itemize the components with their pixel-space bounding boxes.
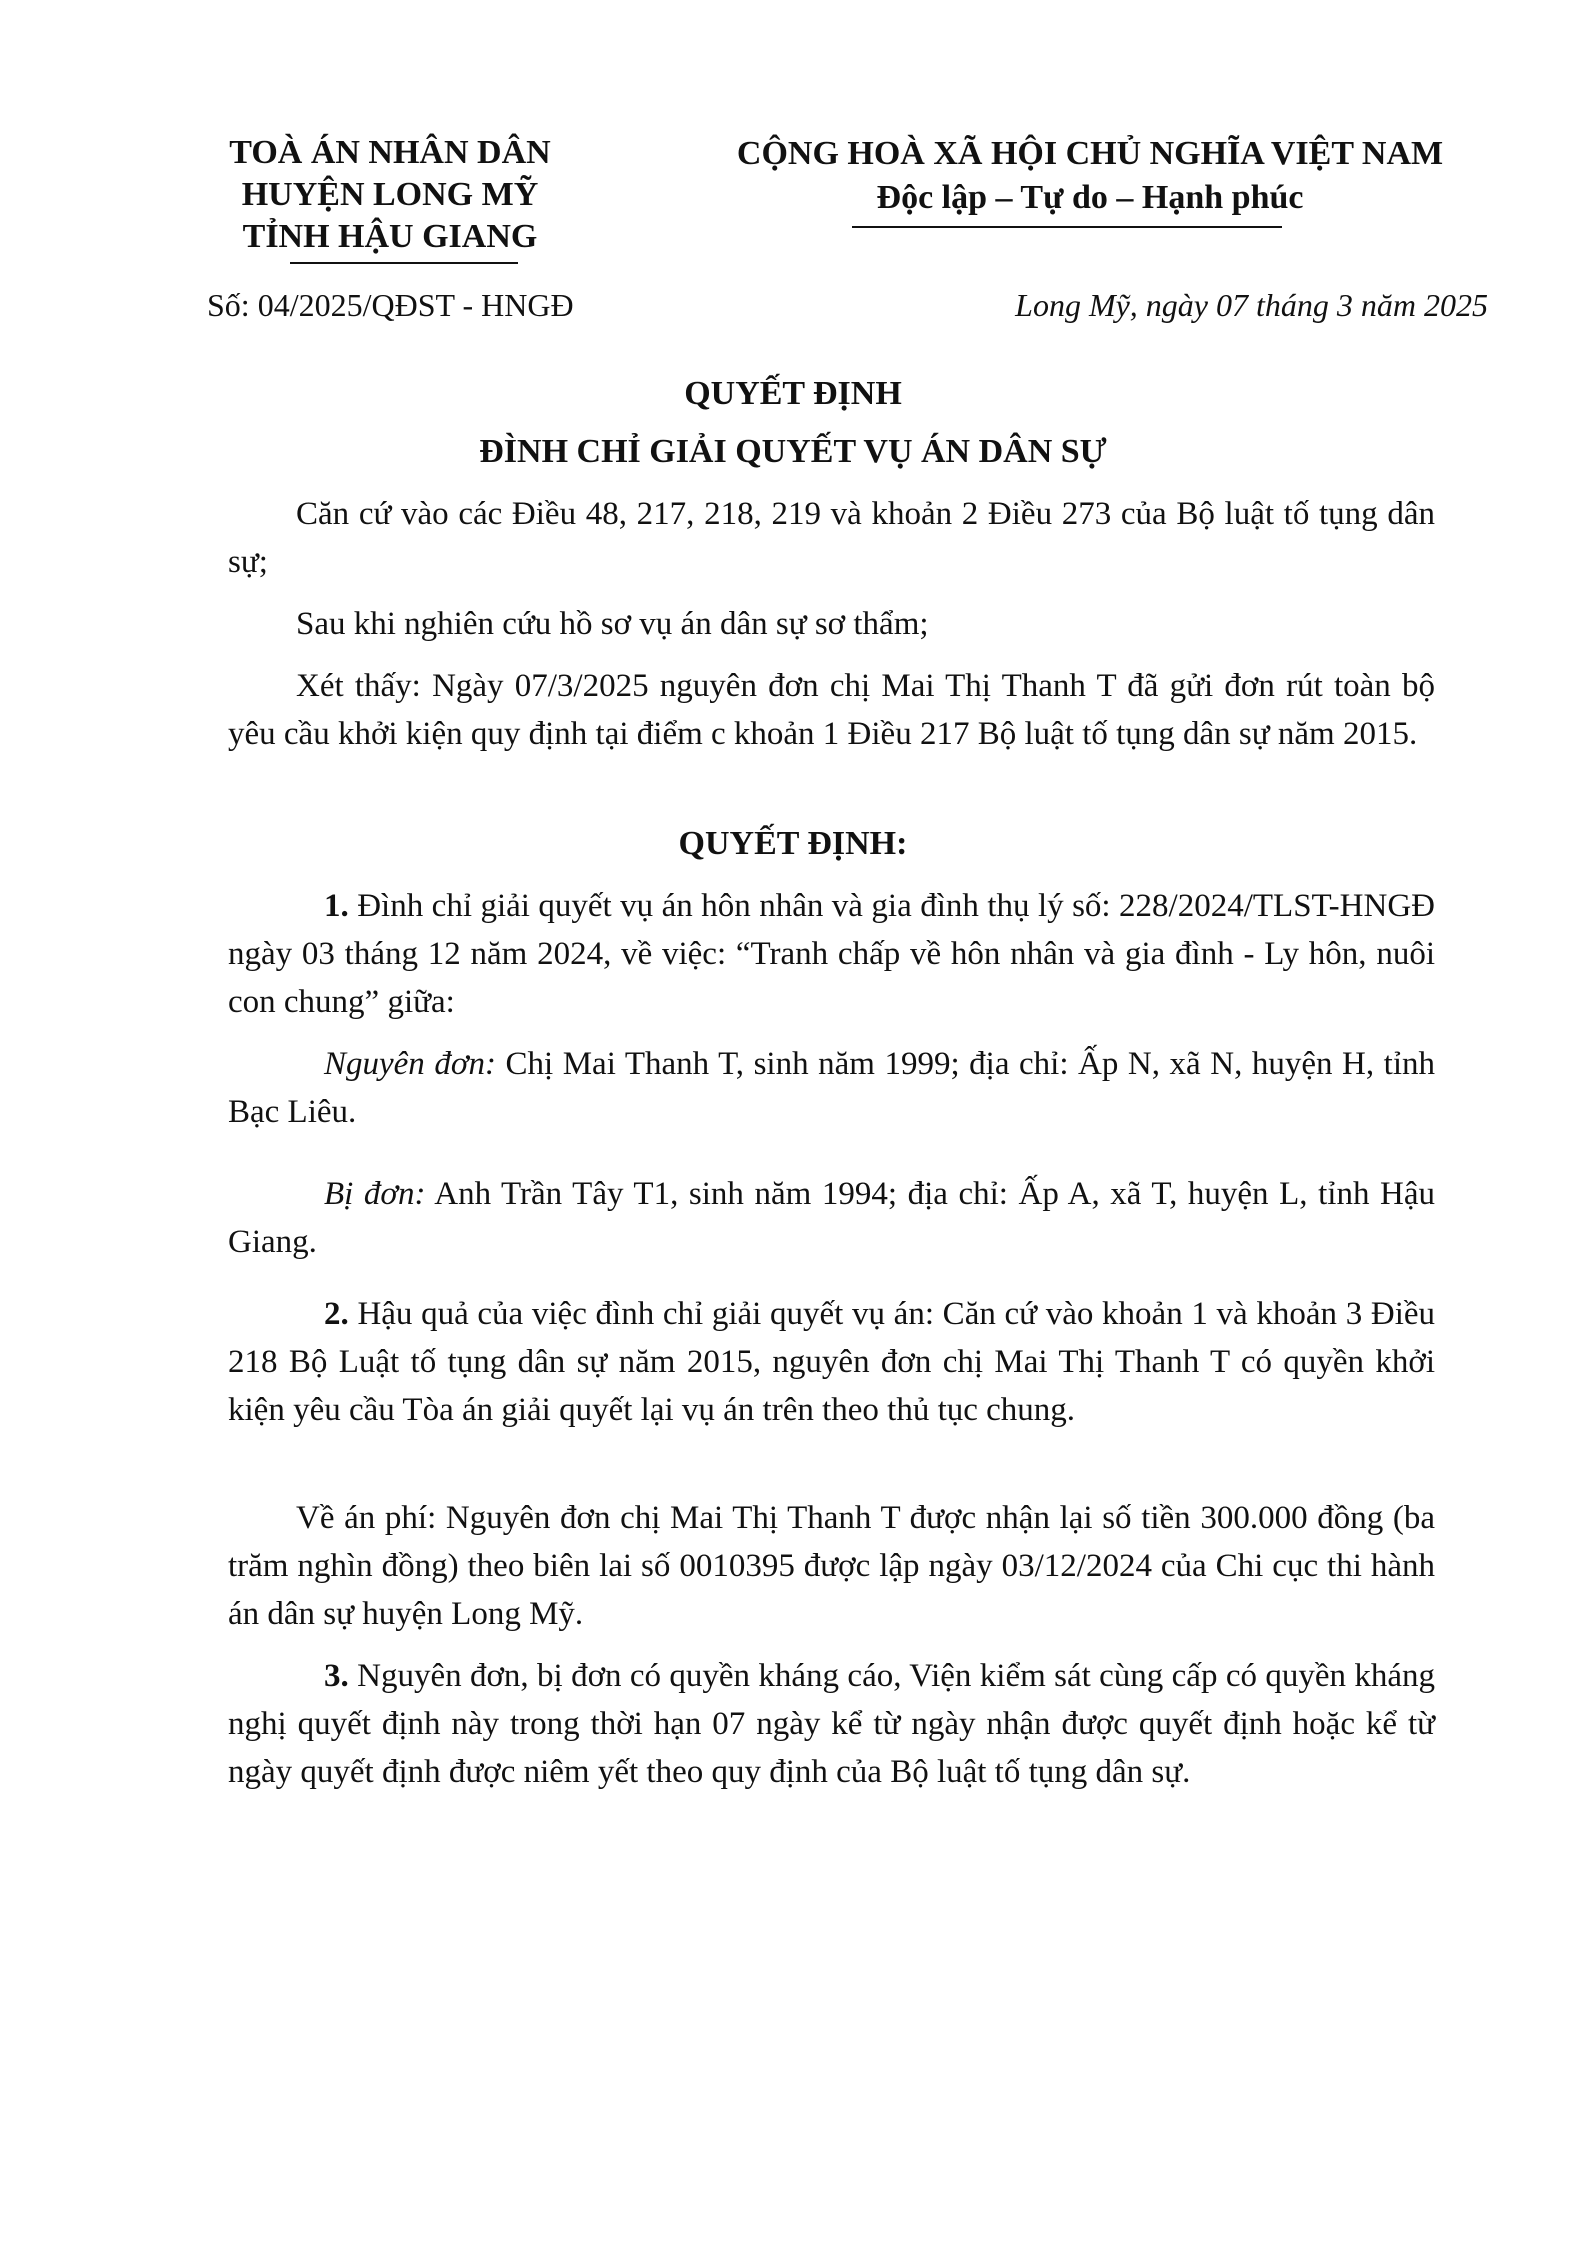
plaintiff-details: Chị Mai Thanh T, sinh năm 1999; địa chỉ: Ấp N, xã N, huyện H, tỉnh Bạc Liêu. — [228, 1046, 1436, 1130]
decision-item-3 — [228, 1652, 1435, 1796]
preamble-findings: Xét thấy: Ngày 07/3/2025 nguyên đơn chị Mai Thị Thanh T đã gửi đơn rút toàn bộ yêu cầu khởi kiện quy định tại điểm c khoản 1 Điều 217 Bộ luật tố tụng dân sự năm 2015. — [228, 668, 1435, 752]
document-subtitle: ĐÌNH CHỈ GIẢI QUYẾT VỤ ÁN DÂN SỰ — [479, 433, 1107, 470]
document-number: Số: 04/2025/QĐST - HNGĐ — [207, 287, 574, 323]
national-motto-block — [700, 132, 1480, 220]
preamble-legal-basis: Căn cứ vào các Điều 48, 217, 218, 219 và khoản 2 Điều 273 của Bộ luật tố tụng dân sự; — [228, 496, 1435, 580]
decision-item-2 — [228, 1290, 1435, 1434]
item-3-text: Nguyên đơn, bị đơn có quyền kháng cáo, Viện kiểm sát cùng cấp có quyền kháng nghị quyết định này trong thời hạn 07 ngày kể từ ngày nhận được quyết định hoặc kể từ ngày quyết định được niêm yết theo quy định của Bộ luật tố tụng dân sự. — [228, 1658, 1435, 1790]
item-2-number: 2. — [324, 1296, 349, 1332]
item-1-text: Đình chỉ giải quyết vụ án hôn nhân và gia đình thụ lý số: 228/2024/TLST-HNGĐ ngày 03 tháng 12 năm 2024, về việc: “Tranh chấp về hôn nhân và gia đình - Ly hôn, nuôi con chung” giữa: — [228, 888, 1436, 1020]
motto-underline — [852, 226, 1282, 228]
court-name-line-3: TỈNH HẬU GIANG — [242, 218, 538, 255]
decision-heading: QUYẾT ĐỊNH: — [678, 825, 908, 862]
defendant-paragraph — [228, 1170, 1435, 1266]
plaintiff-label: Nguyên đơn: — [324, 1046, 496, 1082]
court-name-block — [215, 132, 565, 258]
item-1-number: 1. — [324, 888, 349, 924]
court-name-underline — [290, 262, 518, 264]
preamble-review: Sau khi nghiên cứu hồ sơ vụ án dân sự sơ thẩm; — [296, 606, 929, 642]
defendant-details: Anh Trần Tây T1, sinh năm 1994; địa chỉ: Ấp A, xã T, huyện L, tỉnh Hậu Giang. — [228, 1176, 1435, 1260]
court-name-line-1: TOÀ ÁN NHÂN DÂN — [229, 134, 551, 171]
item-2-text: Hậu quả của việc đình chỉ giải quyết vụ án: Căn cứ vào khoản 1 và khoản 3 Điều 218 Bộ Luật tố tụng dân sự năm 2015, nguyên đơn chị Mai Thị Thanh T có quyền khởi kiện yêu cầu Tòa án giải quyết lại vụ án trên theo thủ tục chung. — [228, 1296, 1436, 1428]
court-name-line-2: HUYỆN LONG MỸ — [241, 176, 539, 213]
document-title: QUYẾT ĐỊNH — [684, 375, 902, 412]
plaintiff-paragraph — [228, 1040, 1435, 1136]
court-fee-paragraph: Về án phí: Nguyên đơn chị Mai Thị Thanh T được nhận lại số tiền 300.000 đồng (ba trăm nghìn đồng) theo biên lai số 0010395 được lập ngày 03/12/2024 của Chi cục thi hành án dân sự huyện Long Mỹ. — [228, 1500, 1435, 1632]
document-date: Long Mỹ, ngày 07 tháng 3 năm 2025 — [1015, 287, 1488, 323]
nation-name: CỘNG HOÀ XÃ HỘI CHỦ NGHĨA VIỆT NAM — [736, 135, 1444, 172]
defendant-label: Bị đơn: — [324, 1176, 426, 1212]
nation-motto: Độc lập – Tự do – Hạnh phúc — [876, 179, 1304, 216]
item-3-number: 3. — [324, 1658, 349, 1694]
decision-item-1 — [228, 882, 1435, 1026]
